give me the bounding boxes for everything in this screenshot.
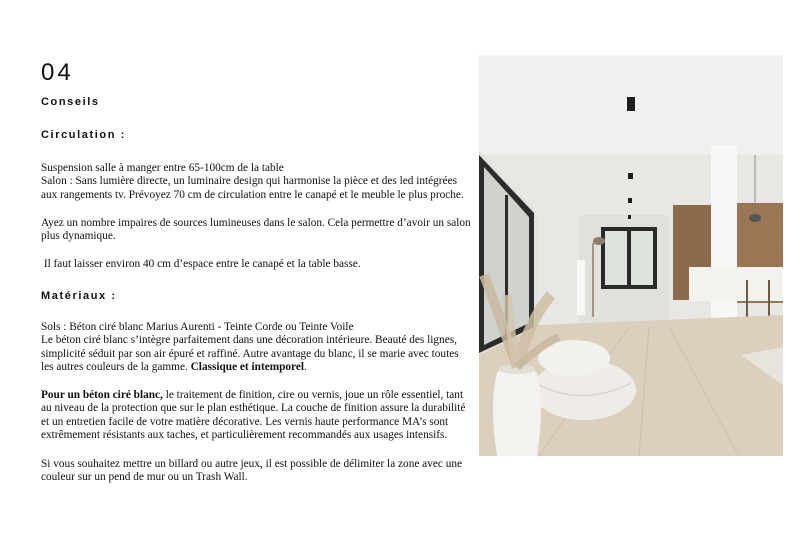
spacing-paragraph bbox=[41, 258, 471, 271]
billard-text: Si vous souhaitez mettre un billard ou autre jeux, il est possible de délimiter la zone avec une couleur sur un pend de mur ou un Trash Wall. bbox=[41, 458, 463, 484]
section-title: Conseils bbox=[41, 96, 100, 108]
light-sources-text: Ayez un nombre impaires de sources lumineuses dans le salon. Cela permettre d’avoir un salon plus dynamique. bbox=[41, 217, 471, 243]
materiaux-text bbox=[41, 321, 471, 375]
finition-text: le traitement de finition, cire ou vernis, joue un rôle essentiel, tant au niveau de la protection que sur le plan esthétique. La couche de finition assure la durabilité et un entretien facile de votre matière décorative. Les vernis haute performance MA’s sont extrêmement résistants aux taches, et particulièrement recommandés aux usages intensifs. bbox=[41, 389, 466, 442]
classique-emphasis: Classique et intemporel bbox=[190, 361, 305, 374]
light-sources-paragraph bbox=[41, 217, 471, 244]
circulation-heading: Circulation : bbox=[41, 129, 126, 141]
sols-line: Sols : Béton ciré blanc Marius Aurenti - Teinte Corde ou Teinte Voile bbox=[41, 321, 354, 333]
interior-photo bbox=[479, 55, 783, 456]
beton-description-end: . bbox=[304, 361, 307, 374]
suspension-line: Suspension salle à manger entre 65-100cm de la table bbox=[41, 162, 284, 174]
materiaux-heading: Matériaux : bbox=[41, 290, 117, 302]
salon-line: Salon : Sans lumière directe, un luminaire design qui harmonise la pièce et des led intégrées aux rangements tv. Prévoyez 70 cm de circulation entre le canapé et le meuble le plus proche. bbox=[41, 175, 464, 201]
beton-description bbox=[41, 334, 471, 374]
finition-bold-lead: Pour un béton ciré blanc, bbox=[41, 389, 163, 401]
circulation-text bbox=[41, 162, 471, 202]
page-number: 04 bbox=[41, 59, 74, 86]
finition-paragraph bbox=[41, 389, 471, 443]
billard-paragraph bbox=[41, 458, 471, 485]
beton-description-text: Le béton ciré blanc s’intègre parfaitement dans une décoration intérieure. Beauté des lignes, simplicité séduit par son air épuré et raffiné. Autre avantage du blanc, il se marie avec toutes les autres couleurs de la gamme. bbox=[41, 334, 459, 374]
spacing-text: Il faut laisser environ 40 cm d’espace entre le canapé et la table basse. bbox=[41, 258, 361, 270]
